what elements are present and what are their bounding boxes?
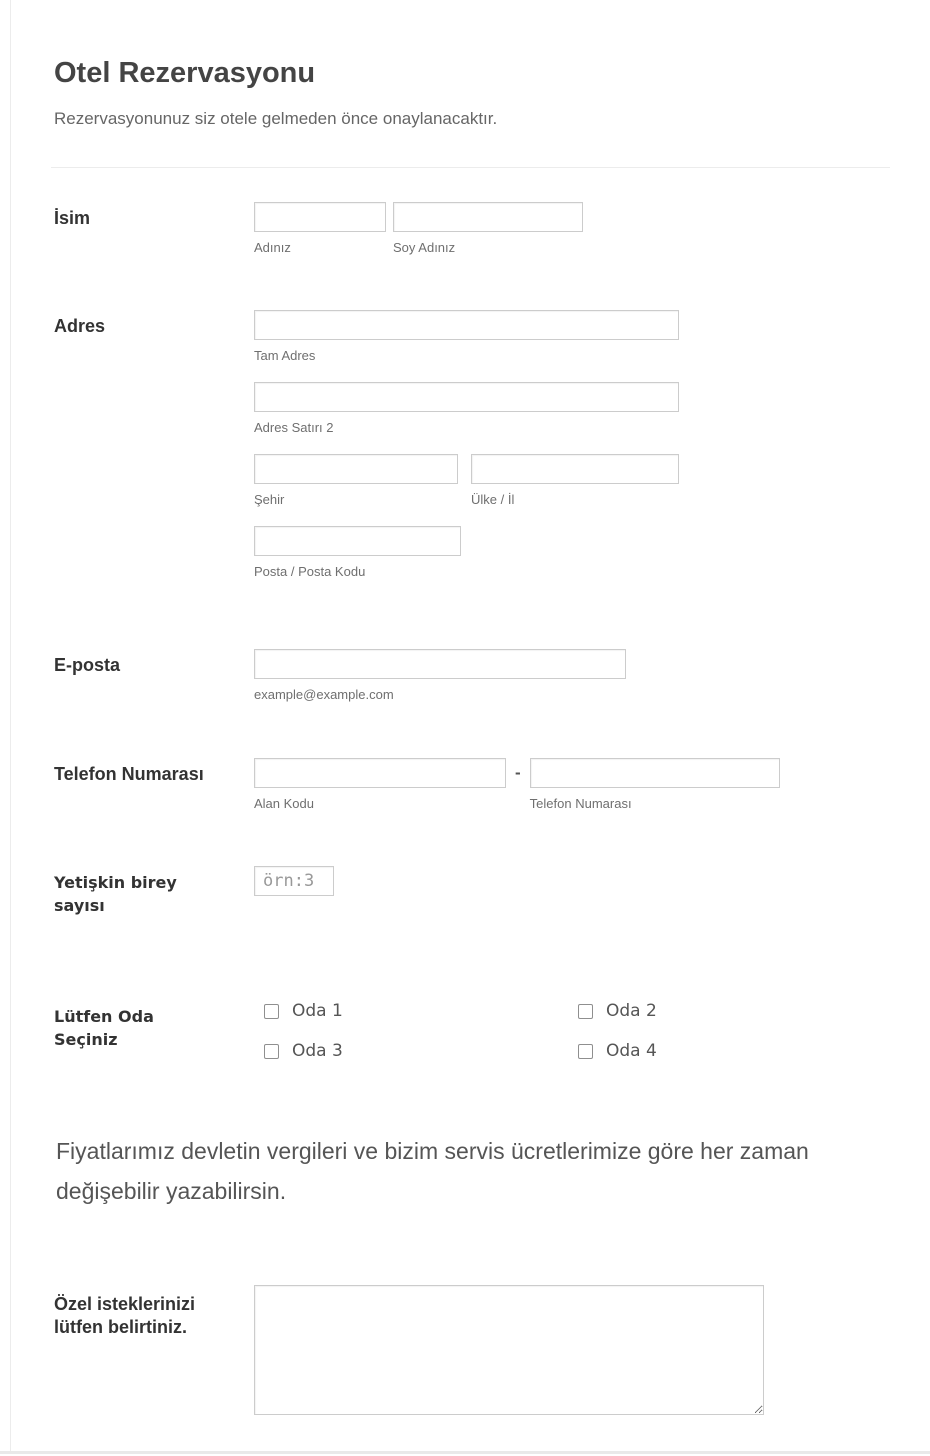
form-title: Otel Rezervasyonu (54, 57, 316, 89)
area-code-input[interactable] (254, 758, 506, 788)
address-line1-input[interactable] (254, 310, 679, 340)
oda-2-checkbox[interactable] (578, 1004, 593, 1019)
address-field-row (11, 310, 930, 579)
name-label: İsim (54, 208, 91, 228)
special-requests-row (11, 1285, 930, 1415)
rooms-options (264, 1000, 657, 1063)
oda-2-label: Oda 2 (606, 1001, 657, 1021)
first-name-input[interactable] (254, 202, 386, 232)
zip-input[interactable] (254, 526, 461, 556)
room-option-4[interactable] (578, 1040, 657, 1063)
first-name-sublabel: Adınız (254, 240, 291, 255)
oda-4-checkbox[interactable] (578, 1044, 593, 1059)
room-option-1[interactable] (264, 1000, 578, 1023)
rooms-field-row (11, 1000, 930, 1063)
special-requests-textarea[interactable] (254, 1285, 764, 1415)
address-line2-sublabel: Adres Satırı 2 (254, 420, 334, 435)
form-page (10, 0, 930, 1452)
room-option-3[interactable] (264, 1040, 578, 1063)
oda-1-checkbox[interactable] (264, 1004, 279, 1019)
address-label: Adres (54, 316, 106, 336)
room-option-2[interactable] (578, 1000, 657, 1023)
oda-1-label: Oda 1 (292, 1001, 343, 1021)
area-code-sublabel: Alan Kodu (254, 796, 314, 811)
city-input[interactable] (254, 454, 458, 484)
email-input[interactable] (254, 649, 626, 679)
phone-label: Telefon Numarası (54, 764, 204, 784)
last-name-input[interactable] (393, 202, 583, 232)
email-sublabel: example@example.com (254, 687, 394, 702)
state-input[interactable] (471, 454, 679, 484)
address-line2-input[interactable] (254, 382, 679, 412)
phone-separator: - (515, 763, 521, 782)
last-name-sublabel: Soy Adınız (393, 240, 456, 255)
oda-3-checkbox[interactable] (264, 1044, 279, 1059)
special-requests-label: Özel isteklerinizi lütfen belirtiniz. (54, 1294, 196, 1337)
oda-3-label: Oda 3 (292, 1041, 343, 1061)
adults-label: Yetişkin birey sayısı (54, 873, 177, 915)
header-divider (51, 167, 890, 168)
pricing-notice-text: Fiyatlarımız devletin vergileri ve bizim servis ücretlerimize göre her zaman değişebilir yazabilirsin. (56, 1138, 809, 1204)
phone-number-input[interactable] (530, 758, 780, 788)
state-sublabel: Ülke / İl (471, 492, 515, 507)
bottom-divider (0, 1451, 930, 1454)
adults-count-input[interactable] (254, 866, 334, 896)
adults-field-row (11, 866, 930, 917)
form-header (11, 0, 930, 129)
email-field-row (11, 649, 930, 702)
oda-4-label: Oda 4 (606, 1041, 657, 1061)
address-line1-sublabel: Tam Adres (254, 348, 316, 363)
email-label: E-posta (54, 655, 121, 675)
phone-field-row (11, 758, 930, 811)
city-sublabel: Şehir (254, 492, 285, 507)
name-field-row (11, 202, 930, 255)
rooms-label: Lütfen Oda Seçiniz (54, 1007, 154, 1049)
zip-sublabel: Posta / Posta Kodu (254, 564, 366, 579)
form-subtitle: Rezervasyonunuz siz otele gelmeden önce onaylanacaktır. (54, 109, 498, 128)
phone-number-sublabel: Telefon Numarası (529, 796, 632, 811)
